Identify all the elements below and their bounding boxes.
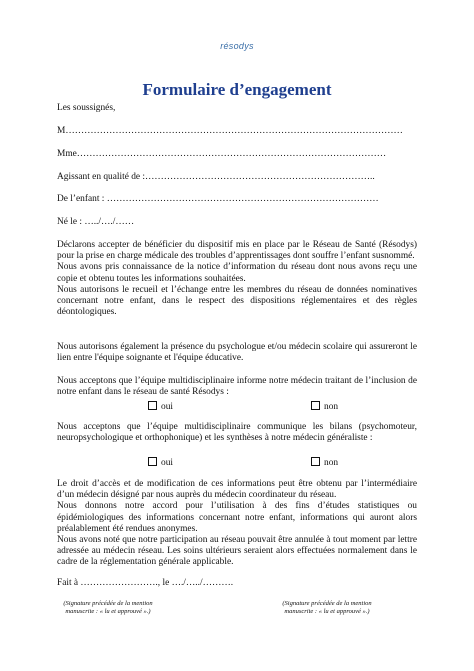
paragraph-declarons — [57, 240, 417, 318]
paragraph-acceptons-1: Nous acceptons que l’équipe multidisciplinaire informe notre médecin traitant de l’inclusion de notre enfant dans le réseau de santé Résodys : — [57, 376, 417, 398]
field-enfant[interactable]: De l’enfant : …………………………………………………………………………… — [57, 194, 379, 204]
paragraph-acceptons-2: Nous acceptons que l’équipe multidisciplinaire communique les bilans (psychomoteur, neuropsychologique et orthophonique) et les synthèses à notre médecin généraliste : — [57, 422, 417, 444]
oui-label: oui — [161, 402, 173, 412]
droit-text: Le droit d’accès et de modification de ces informations peut être obtenu par l’intermédiaire d’un médecin désigné par nous auprès du médecin coordinateur du réseau. — [57, 479, 417, 501]
page-title: Formulaire d’engagement — [142, 80, 332, 99]
checkbox-non-2[interactable] — [311, 457, 338, 468]
checkbox-icon — [311, 401, 320, 410]
field-ne-le[interactable]: Né le : …../…./…… — [57, 217, 135, 227]
checkbox-oui-2[interactable] — [148, 457, 173, 468]
signature-left — [48, 600, 168, 616]
recueil-text: Nous autorisons le recueil et l’échange entre les membres du réseau de données nominatives concernant notre enfant, dans le respect des dispositions réglementaires et des règles déontologiques. — [57, 284, 417, 318]
checkbox-icon — [148, 457, 157, 466]
checkbox-icon — [311, 457, 320, 466]
checkbox-icon — [148, 401, 157, 410]
checkbox-non-1[interactable] — [311, 401, 338, 412]
notice-text: Nous avons pris connaissance de la notice d’information du réseau dont nous avons reçu une copie et obtenu toutes les informations souhaitées. — [57, 262, 417, 284]
signature-right-line-1: (Signature précédée de la mention — [282, 600, 372, 607]
fait-a-line[interactable]: Fait à ……………………., le …./…../………. — [57, 578, 234, 588]
non-label: non — [324, 458, 339, 468]
declarons-text: Déclarons accepter de bénéficier du dispositif mis en place par le Réseau de Santé (Résodys) pour la prise en charge médicale des troubles d’apprentissages dont souffre l’enfant susnommé. — [57, 240, 417, 262]
field-m[interactable]: M……………………………………………………………………………………………… — [57, 126, 403, 136]
signature-left-line-1: (Signature précédée de la mention — [63, 600, 153, 607]
paragraph-autorisons: Nous autorisons également la présence du psychologue et/ou médecin scolaire qui assureront le lien entre l'équipe soignante et l'équipe éducative. — [57, 342, 417, 364]
non-label: non — [324, 402, 339, 412]
participation-text: Nous avons noté que notre participation au réseau pouvait être annulée à tout moment par lettre adressée au médecin réseau. Les soins ultérieurs seraient alors effectuées normalement dans le cadre de la réglementation générale applicable. — [57, 535, 417, 568]
field-agissant[interactable]: Agissant en qualité de :……………………………………………………………….. — [57, 172, 375, 182]
resodys-logo — [0, 41, 474, 51]
signature-right-line-2: manuscrite : « lu et approuvé ».) — [284, 608, 370, 615]
oui-label: oui — [161, 458, 173, 468]
field-mme[interactable]: Mme……………………………………………………………………………………… — [57, 149, 387, 159]
signature-right — [267, 600, 387, 616]
logo-text: résodys — [220, 41, 254, 51]
paragraph-droit — [57, 479, 417, 569]
signature-left-line-2: manuscrite : « lu et approuvé ».) — [65, 608, 151, 615]
salutation: Les soussignés, — [57, 103, 116, 113]
checkbox-oui-1[interactable] — [148, 401, 173, 412]
accord-text: Nous donnons notre accord pour l’utilisation à des fins d’études statistiques ou épidémiologiques des informations concernant notre enfant, informations qui auront alors préalablement été rendues anonymes. — [57, 501, 417, 534]
